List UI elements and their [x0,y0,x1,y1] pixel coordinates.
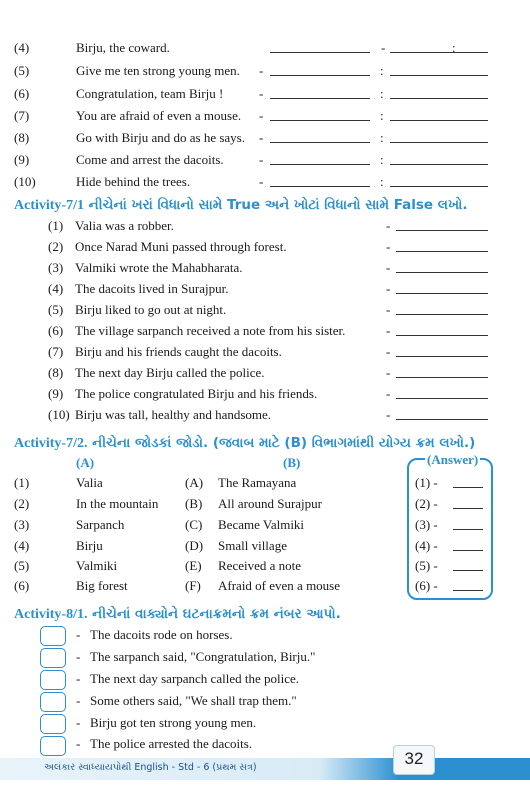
answer-number: (1) - [415,475,438,490]
answer-line[interactable] [396,251,488,252]
answer-number: (3) - [415,517,438,532]
answer-line[interactable] [390,142,488,143]
b-number: (A) [185,475,204,490]
answer-line[interactable] [453,570,483,571]
answer-line[interactable] [396,377,488,378]
item-text: The next day sarpanch called the police. [90,671,299,686]
answer-line[interactable] [453,508,483,509]
column-b-header: (B) [283,455,301,470]
row-number: (9) [14,152,30,167]
item-number: (3) [48,260,64,275]
b-text: The Ramayana [218,475,297,490]
answer-number: (5) - [415,558,438,573]
item-dash: - [386,281,391,296]
answer-number: (6) - [415,578,438,593]
item-dash: - [76,693,81,708]
row-text: Congratulation, team Birju ! [76,86,224,101]
item-dash: - [386,239,391,254]
answer-line[interactable] [396,335,488,336]
answer-line[interactable] [396,356,488,357]
answer-line[interactable] [270,75,370,76]
answer-line[interactable] [453,590,483,591]
item-text: The next day Birju called the police. [75,365,265,380]
activity-instruction: નીચેનાં વાક્યોને ઘટનાક્રમનો ક્રમ નંબર આપો. [87,606,341,622]
row-number: (8) [14,130,30,145]
answer-line[interactable] [270,120,370,121]
b-text: Afraid of even a mouse [218,578,341,593]
row-sep: - [381,40,386,55]
a-text: Valmiki [76,558,118,573]
item-dash: - [76,671,81,686]
item-dash: - [386,260,391,275]
row-number: (5) [14,63,30,78]
item-number: (5) [48,302,64,317]
row-text: Birju, the coward. [76,40,170,55]
answer-number: (2) - [415,496,438,511]
item-dash: - [76,627,81,642]
answer-line[interactable] [396,314,488,315]
row-text: You are afraid of even a mouse. [76,108,242,123]
answer-line[interactable] [453,487,483,488]
b-text: Became Valmiki [218,517,305,532]
answer-line[interactable] [396,293,488,294]
b-text: Received a note [218,558,302,573]
row-sep: : [380,174,384,189]
activity-instruction: નીચેનાં ખરાં વિધાનો સામે True અને ખોટાં વિધાનો સામે False લખો. [83,197,468,213]
answer-line[interactable] [270,52,370,53]
item-text: Birju got ten strong young men. [90,715,257,730]
a-number: (4) [14,538,30,553]
column-a-header: (A) [76,455,95,470]
item-dash: - [76,736,81,751]
item-dash: - [386,323,391,338]
answer-line[interactable] [396,398,488,399]
order-box[interactable] [40,648,66,668]
b-number: (C) [185,517,203,532]
item-dash: - [386,344,391,359]
activity-7-1-heading [14,197,468,214]
row-sep: : [380,86,384,101]
answer-line[interactable] [396,419,488,420]
answer-line[interactable] [390,98,488,99]
answer-line[interactable] [270,186,370,187]
a-text: In the mountain [76,496,159,511]
answer-line[interactable] [396,272,488,273]
order-box[interactable] [40,736,66,756]
item-dash: - [76,715,81,730]
item-text: The dacoits rode on horses. [90,627,233,642]
a-text: Birju [76,538,103,553]
row-number: (4) [14,40,30,55]
item-dash: - [386,365,391,380]
item-text: Once Narad Muni passed through forest. [75,239,287,254]
a-number: (3) [14,517,30,532]
footer-title: અલંકાર સ્વાધ્યાયપોથી English - Std - 6 (પ્રથમ સત્ર) [44,762,257,773]
activity-label: Activity-8/1. [14,607,88,622]
row-number: (6) [14,86,30,101]
item-text: Birju liked to go out at night. [75,302,227,317]
answer-line[interactable] [270,164,370,165]
answer-line[interactable] [390,75,488,76]
item-number: (10) [48,407,70,422]
item-dash: - [386,386,391,401]
item-text: Birju was tall, healthy and handsome. [75,407,272,422]
item-text: The police congratulated Birju and his friends. [75,386,318,401]
a-number: (6) [14,578,30,593]
b-number: (E) [185,558,202,573]
item-number: (1) [48,218,64,233]
item-number: (9) [48,386,64,401]
row-sep: - [259,63,264,78]
item-number: (6) [48,323,64,338]
answer-line[interactable] [270,98,370,99]
page-number: 32 [404,749,424,768]
row-sep: : [452,40,456,55]
b-number: (B) [185,496,203,511]
a-number: (1) [14,475,30,490]
activity-instruction: નીચેના જોડકાં જોડો. (જવાબ માટે (B) વિભાગમાંથી યોગ્ય ક્રમ લખો.) [87,435,476,451]
a-number: (5) [14,558,30,573]
answer-line[interactable] [270,142,370,143]
row-sep: - [259,130,264,145]
row-text: Hide behind the trees. [76,174,191,189]
item-dash: - [386,407,391,422]
b-text: Small village [218,538,287,553]
row-text: Come and arrest the dacoits. [76,152,224,167]
item-dash: - [386,302,391,317]
row-sep: - [259,108,264,123]
item-text: The police arrested the dacoits. [90,736,253,751]
b-number: (D) [185,538,204,553]
answer-line[interactable] [453,529,483,530]
b-number: (F) [185,578,201,593]
answer-line[interactable] [390,120,488,121]
order-box[interactable] [40,692,66,712]
row-sep: : [380,108,384,123]
answer-line[interactable] [396,230,488,231]
item-text: The sarpanch said, "Congratulation, Birju." [90,649,316,664]
item-number: (4) [48,281,64,296]
item-dash: - [76,649,81,664]
item-number: (7) [48,344,64,359]
row-number: (7) [14,108,30,123]
row-sep: - [259,86,264,101]
a-text: Valia [76,475,103,490]
b-text: All around Surajpur [218,496,322,511]
answer-line[interactable] [390,52,488,53]
item-number: (8) [48,365,64,380]
item-text: The village sarpanch received a note from his sister. [75,323,346,338]
order-box[interactable] [40,714,66,734]
answer-line[interactable] [453,550,483,551]
answer-header: (Answer) [427,452,479,467]
item-text: Some others said, "We shall trap them." [90,693,297,708]
row-sep: : [380,152,384,167]
row-sep: : [380,63,384,78]
row-text: Give me ten strong young men. [76,63,240,78]
activity-7-2-heading [14,435,475,452]
activity-8-1-heading [14,606,341,623]
a-number: (2) [14,496,30,511]
row-number: (10) [14,174,36,189]
item-text: Valia was a robber. [75,218,174,233]
row-sep: : [380,130,384,145]
answer-number: (4) - [415,538,438,553]
activity-label: Activity-7/1 [14,198,84,213]
answer-line[interactable] [390,186,488,187]
a-text: Big forest [76,578,128,593]
item-dash: - [386,218,391,233]
row-sep: - [259,174,264,189]
order-box[interactable] [40,670,66,690]
item-text: Birju and his friends caught the dacoits. [75,344,282,359]
row-sep: - [259,152,264,167]
item-number: (2) [48,239,64,254]
item-text: The dacoits lived in Surajpur. [75,281,229,296]
item-text: Valmiki wrote the Mahabharata. [75,260,243,275]
a-text: Sarpanch [76,517,125,532]
order-box[interactable] [40,626,66,646]
activity-label: Activity-7/2. [14,436,88,451]
row-text: Go with Birju and do as he says. [76,130,245,145]
answer-line[interactable] [390,164,488,165]
